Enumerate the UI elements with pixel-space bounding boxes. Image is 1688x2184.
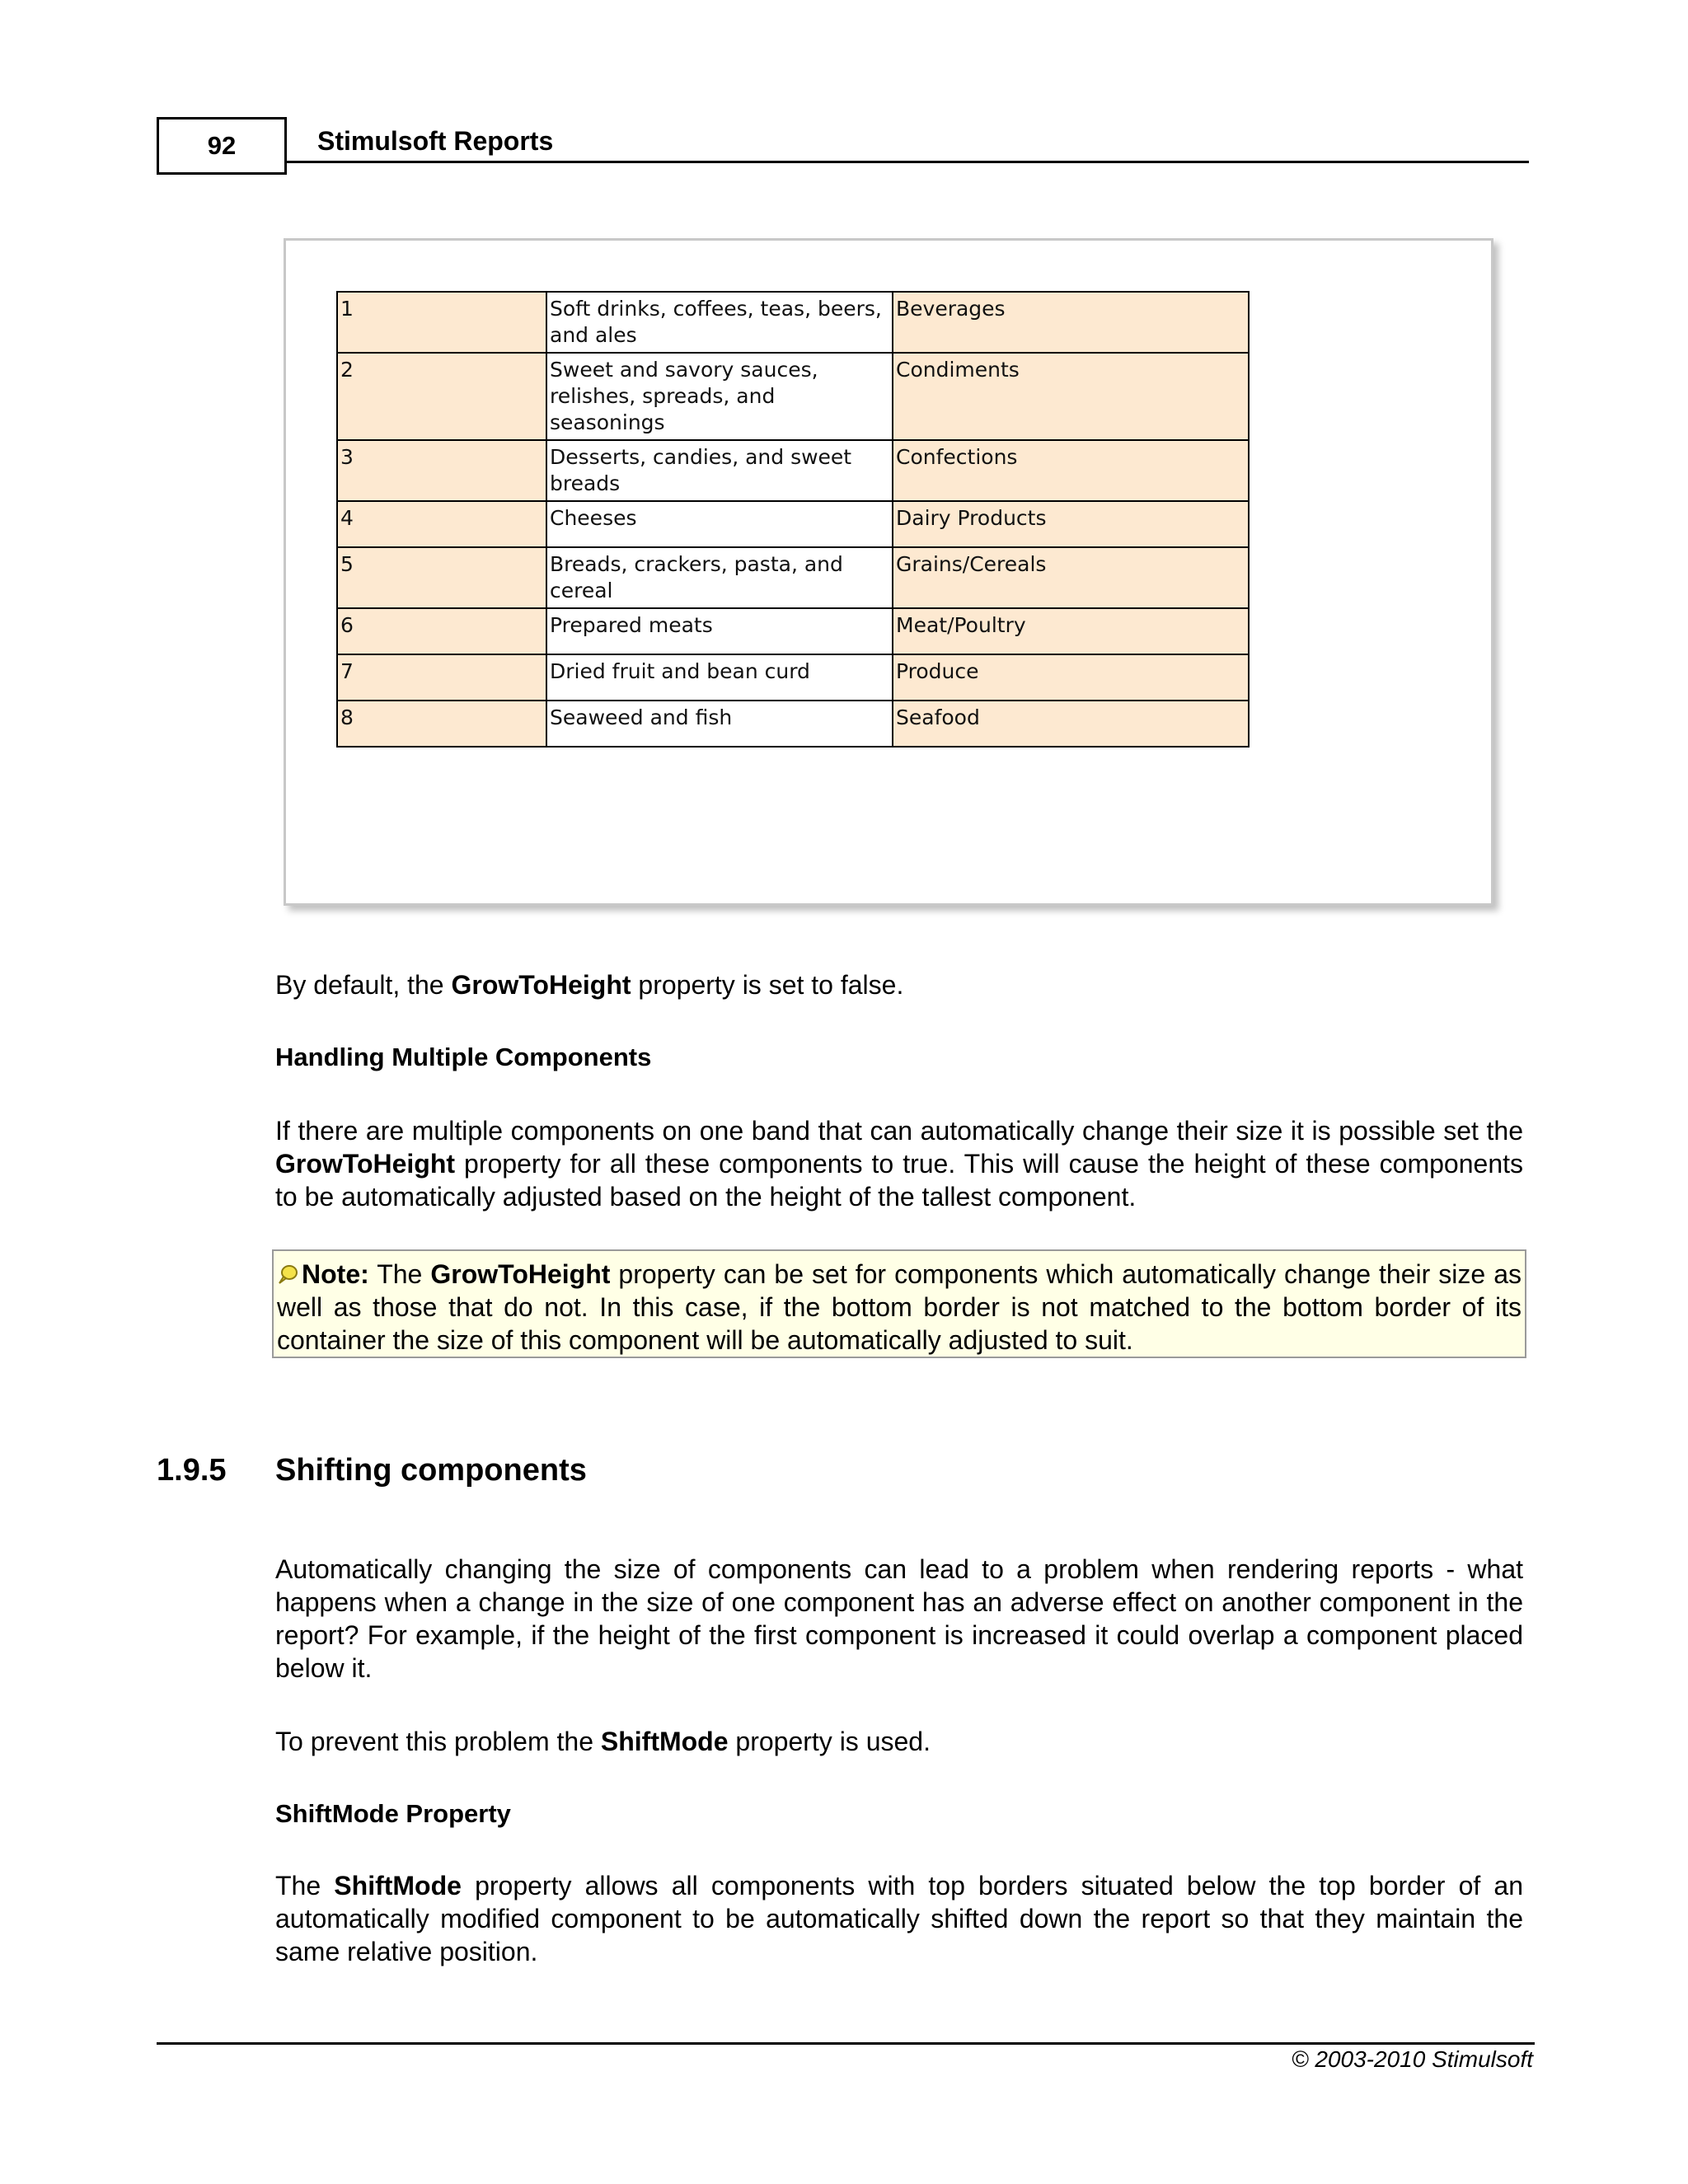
table-row — [337, 501, 1249, 547]
subheading-shiftmode: ShiftMode Property — [275, 1799, 511, 1828]
footer-copyright: © 2003-2010 Stimulsoft — [1291, 2046, 1533, 2072]
table-row — [337, 292, 1249, 353]
paragraph-shiftmode — [275, 1869, 1523, 1968]
category-id-cell: 6 — [337, 608, 546, 654]
category-id-cell: 8 — [337, 701, 546, 747]
category-name-cell: Seafood — [893, 701, 1249, 747]
note-label: Note: — [302, 1259, 369, 1289]
category-description-cell: Breads, crackers, pasta, and cereal — [546, 547, 893, 608]
category-name-cell: Grains/Cereals — [893, 547, 1249, 608]
bold-term: GrowToHeight — [451, 970, 631, 1000]
category-name-cell: Condiments — [893, 353, 1249, 440]
category-id-cell: 2 — [337, 353, 546, 440]
table-row — [337, 547, 1249, 608]
text-run: To prevent this problem the — [275, 1727, 601, 1756]
category-id-cell: 4 — [337, 501, 546, 547]
bold-term: GrowToHeight — [430, 1259, 611, 1289]
footer-rule — [157, 2042, 1535, 2045]
table-row — [337, 654, 1249, 701]
category-description-cell: Cheeses — [546, 501, 893, 547]
category-id-cell: 1 — [337, 292, 546, 353]
category-id-cell: 5 — [337, 547, 546, 608]
text-run: property for all these components to true. This will cause the height of these components to be automatically adjusted based on the height of the tallest component. — [275, 1149, 1523, 1212]
text-run: property is used. — [728, 1727, 931, 1756]
subheading-multiple-components: Handling Multiple Components — [275, 1043, 652, 1071]
bold-term: GrowToHeight — [275, 1149, 456, 1179]
bold-term: ShiftMode — [600, 1727, 729, 1756]
text-run: By default, the — [275, 970, 452, 1000]
category-description-cell: Dried fruit and bean curd — [546, 654, 893, 701]
category-description-cell: Sweet and savory sauces, relishes, spreads, and seasonings — [546, 353, 893, 440]
table-row — [337, 701, 1249, 747]
category-name-cell: Confections — [893, 440, 1249, 501]
category-id-cell: 3 — [337, 440, 546, 501]
bold-term: ShiftMode — [334, 1871, 462, 1900]
category-description-cell: Soft drinks, coffees, teas, beers, and ales — [546, 292, 893, 353]
category-description-cell: Desserts, candies, and sweet breads — [546, 440, 893, 501]
paragraph-default — [275, 968, 1523, 1001]
text-run: property allows all components with top borders situated below the top border of an automatically modified component to be automatically shifted down the report so that they maintain the same relative position. — [275, 1871, 1524, 1966]
section-number: 1.9.5 — [157, 1453, 227, 1488]
note-bulb-icon — [277, 1263, 300, 1286]
category-name-cell: Beverages — [893, 292, 1249, 353]
text-run: If there are multiple components on one band that can automatically change their size it is possible set the — [275, 1116, 1523, 1146]
table-row — [337, 440, 1249, 501]
page-number: 92 — [157, 117, 287, 175]
text-run: The — [275, 1871, 335, 1900]
categories-table — [336, 291, 1250, 748]
note-box — [272, 1249, 1526, 1358]
category-description-cell: Prepared meats — [546, 608, 893, 654]
category-id-cell: 7 — [337, 654, 546, 701]
running-header-title: Stimulsoft Reports — [317, 126, 554, 156]
category-name-cell: Produce — [893, 654, 1249, 701]
paragraph-prevent — [275, 1725, 1523, 1758]
text-run: property is set to false. — [631, 970, 904, 1000]
table-row — [337, 608, 1249, 654]
section-title: Shifting components — [275, 1453, 587, 1488]
text-run: The — [368, 1259, 431, 1289]
paragraph-shifting: Automatically changing the size of components can lead to a problem when rendering reports - what happens when a change in the size of one component has an adverse effect on another component in the report? For example, if the height of the first component is increased it could overlap a component placed below it. — [275, 1554, 1523, 1683]
paragraph-multiple — [275, 1114, 1523, 1213]
category-name-cell: Dairy Products — [893, 501, 1249, 547]
category-name-cell: Meat/Poultry — [893, 608, 1249, 654]
category-description-cell: Seaweed and fish — [546, 701, 893, 747]
header-rule — [287, 161, 1529, 163]
table-row — [337, 353, 1249, 440]
text-run: property can be set for components which automatically change their size as well as those that do not. In this case, if the bottom border is not matched to the bottom border of its container the size of this component will be automatically adjusted to suit. — [277, 1259, 1522, 1355]
